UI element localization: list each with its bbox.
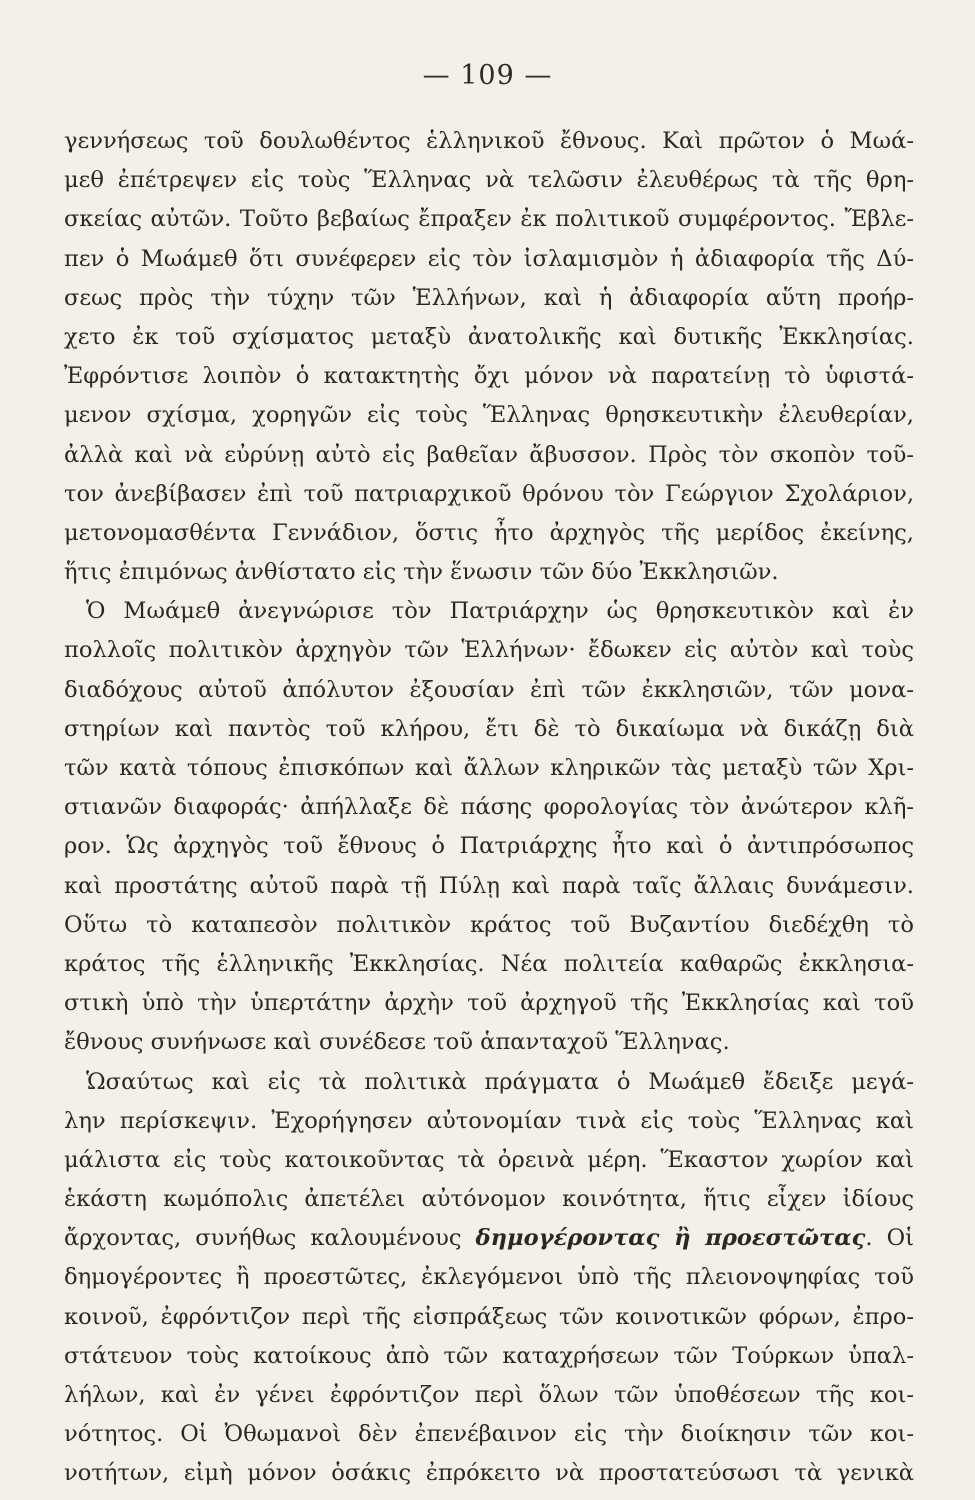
text-line: ἀλλὰ καὶ νὰ εὐρύνῃ αὐτὸ εἰς βαθεῖαν ἄβυσσον. Πρὸς τὸν σκοπὸν τοῦ- — [64, 441, 914, 468]
text-line: μάλιστα εἰς τοὺς κατοικοῦντας τὰ ὀρεινὰ μέρη. Ἕκαστον χωρίον καὶ — [64, 1146, 914, 1173]
page-number: — 109 — — [422, 60, 553, 91]
text-line: καὶ προστάτης αὐτοῦ παρὰ τῇ Πύλῃ καὶ παρὰ ταῖς ἄλλαις δυνάμεσιν. — [64, 872, 914, 899]
text-line — [64, 1219, 914, 1258]
text-line: γεννήσεως τοῦ δουλωθέντος ἑλληνικοῦ ἔθνους. Καὶ πρῶτον ὁ Μωά- — [64, 128, 914, 154]
text-line: σκείας αὐτῶν. Τοῦτο βεβαίως ἔπραξεν ἐκ πολιτικοῦ συμφέροντος. Ἔβλε- — [64, 206, 914, 233]
text-line: μεθ ἐπέτρεψεν εἰς τοὺς Ἕλληνας νὰ τελῶσιν ἐλευθέρως τὰ τῆς θρη- — [64, 167, 914, 194]
text-line: στικὴ ὑπὸ τὴν ὑπερτάτην ἀρχὴν τοῦ ἀρχηγοῦ τῆς Ἐκκλησίας καὶ τοῦ — [64, 990, 914, 1017]
text-line: στιανῶν διαφοράς· ἀπήλλαξε δὲ πάσης φορολογίας τὸν ἀνώτερον κλῆ- — [64, 794, 914, 821]
text-line: μετονομασθέντα Γεννάδιον, ὅστις ἦτο ἀρχηγὸς τῆς μερίδος ἐκείνης, — [64, 519, 914, 546]
text-line: πεν ὁ Μωάμεθ ὅτι συνέφερεν εἰς τὸν ἰσλαμισμὸν ἡ ἀδιαφορία τῆς Δύ- — [64, 245, 914, 272]
text-line: ἑκάστη κωμόπολις ἀπετέλει αὐτόνομον κοινότητα, ἥτις εἶχεν ἰδίους — [64, 1186, 914, 1213]
text-line: Ὁ Μωάμεθ ἀνεγνώρισε τὸν Πατριάρχην ὡς θρησκευτικὸν καὶ ἐν — [86, 598, 914, 625]
text-line: Ἐφρόντισε λοιπὸν ὁ κατακτητὴς ὄχι μόνον νὰ παρατείνῃ τὸ ὑφιστά- — [64, 363, 914, 390]
text-line: κράτος τῆς ἑλληνικῆς Ἐκκλησίας. Νέα πολιτεία καθαρῶς ἐκκλησια- — [64, 950, 914, 977]
text-line: κοινοῦ, ἐφρόντιζον περὶ τῆς εἰσπράξεως τῶν κοινοτικῶν φόρων, ἐπρο- — [64, 1303, 914, 1330]
emphasized-term: δημογέροντας ἢ προεστῶτας — [475, 1225, 866, 1252]
text-segment: . Οἱ — [865, 1225, 914, 1252]
text-line: τῶν κατὰ τόπους ἐπισκόπων καὶ ἄλλων κληρικῶν τὰς μεταξὺ τῶν Χρι- — [64, 755, 914, 781]
text-segment: ἄρχοντας, συνήθως καλουμένους — [64, 1225, 476, 1252]
text-line: ἥτις ἐπιμόνως ἀνθίστατο εἰς τὴν ἕνωσιν τῶν δύο Ἐκκλησιῶν. — [64, 559, 779, 586]
text-line: Οὕτω τὸ καταπεσὸν πολιτικὸν κράτος τοῦ Βυζαντίου διεδέχθη τὸ — [64, 911, 914, 938]
text-line: διαδόχους αὐτοῦ ἀπόλυτον ἐξουσίαν ἐπὶ τῶν ἐκκλησιῶν, τῶν μονα- — [64, 676, 914, 703]
text-line: νοτήτων, εἰμὴ μόνον ὁσάκις ἐπρόκειτο νὰ προστατεύσωσι τὰ γενικὰ — [64, 1460, 914, 1487]
text-line: σεως πρὸς τὴν τύχην τῶν Ἑλλήνων, καὶ ἡ ἀδιαφορία αὕτη προήρ- — [64, 284, 914, 311]
text-line: μενον σχίσμα, χορηγῶν εἰς τοὺς Ἕλληνας θρησκευτικὴν ἐλευθερίαν, — [64, 402, 914, 429]
text-line: δημογέροντες ἢ προεστῶτες, ἐκλεγόμενοι ὑπὸ τῆς πλειονοψηφίας τοῦ — [64, 1264, 914, 1291]
text-line: στάτευον τοὺς κατοίκους ἀπὸ τῶν καταχρήσεων τῶν Τούρκων ὑπαλ- — [64, 1342, 914, 1369]
text-line: νότητος. Οἱ Ὀθωμανοὶ δὲν ἐπενέβαινον εἰς τὴν διοίκησιν τῶν κοι- — [64, 1421, 914, 1448]
body-text — [64, 122, 914, 1494]
text-line: Ὡσαύτως καὶ εἰς τὰ πολιτικὰ πράγματα ὁ Μωάμεθ ἔδειξε μεγά- — [86, 1068, 914, 1095]
text-line: τον ἀνεβίβασεν ἐπὶ τοῦ πατριαρχικοῦ θρόνου τὸν Γεώργιον Σχολάριον, — [64, 480, 914, 507]
text-line: χετο ἐκ τοῦ σχίσματος μεταξὺ ἀνατολικῆς καὶ δυτικῆς Ἐκκλησίας. — [64, 323, 914, 350]
text-line: ἔθνους συνήνωσε καὶ συνέδεσε τοῦ ἁπανταχοῦ Ἕλληνας. — [64, 1029, 730, 1056]
text-line: στηρίων καὶ παντὸς τοῦ κλήρου, ἔτι δὲ τὸ δικαίωμα νὰ δικάζῃ διὰ — [64, 715, 914, 742]
text-line: λήλων, καὶ ἐν γένει ἐφρόντιζον περὶ ὅλων τῶν ὑποθέσεων τῆς κοι- — [64, 1382, 914, 1408]
text-line: πολλοῖς πολιτικὸν ἀρχηγὸν τῶν Ἑλλήνων· ἔδωκεν εἰς αὐτὸν καὶ τοὺς — [64, 637, 914, 664]
text-line: λην περίσκεψιν. Ἐχορήγησεν αὐτονομίαν τινὰ εἰς τοὺς Ἕλληνας καὶ — [64, 1107, 914, 1134]
text-line: ρον. Ὡς ἀρχηγὸς τοῦ ἔθνους ὁ Πατριάρχης ἦτο καὶ ὁ ἀντιπρόσωπος — [64, 833, 914, 860]
